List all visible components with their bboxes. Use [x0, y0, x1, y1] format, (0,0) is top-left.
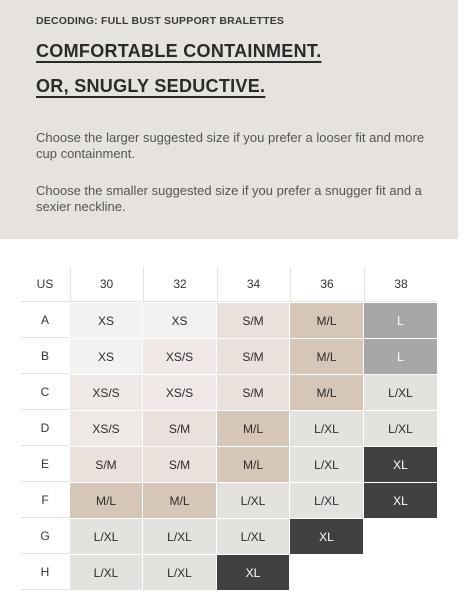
size-cell-g-30: L/XL	[70, 519, 142, 554]
size-cell-e-38: XL	[364, 447, 437, 482]
size-cell-e-36: L/XL	[290, 447, 363, 482]
band-header-30: 30	[70, 267, 142, 302]
header-panel	[0, 0, 458, 239]
size-cell-c-36: M/L	[290, 375, 363, 410]
size-cell-a-38: L	[364, 303, 437, 338]
size-cell-c-34: S/M	[217, 375, 289, 410]
size-cell-b-30: XS	[70, 339, 142, 374]
size-cell-a-36: M/L	[290, 303, 363, 338]
band-header-36: 36	[290, 267, 363, 302]
size-chart	[21, 267, 437, 590]
size-cell-e-32: S/M	[143, 447, 216, 482]
headline-comfortable: COMFORTABLE CONTAINMENT.	[36, 41, 322, 61]
size-cell-f-36: L/XL	[290, 483, 363, 518]
size-cell-h-32: L/XL	[143, 555, 216, 590]
size-cell-g-38	[364, 519, 437, 554]
size-cell-g-32: L/XL	[143, 519, 216, 554]
size-cell-d-38: L/XL	[364, 411, 437, 446]
size-cell-d-34: M/L	[217, 411, 289, 446]
band-header-32: 32	[143, 267, 216, 302]
size-cell-a-34: S/M	[217, 303, 289, 338]
cup-label-c: C	[21, 375, 69, 410]
size-cell-f-38: XL	[364, 483, 437, 518]
size-cell-h-38	[364, 555, 437, 590]
size-cell-d-30: XS/S	[70, 411, 142, 446]
cup-label-h: H	[21, 555, 69, 590]
cup-label-d: D	[21, 411, 69, 446]
size-cell-h-36	[290, 555, 363, 590]
cup-label-a: A	[21, 303, 69, 338]
size-cell-b-38: L	[364, 339, 437, 374]
size-cell-c-32: XS/S	[143, 375, 216, 410]
size-cell-c-30: XS/S	[70, 375, 142, 410]
tip-smaller-size: Choose the smaller suggested size if you prefer a snugger fit and a sexier neckline.	[36, 183, 422, 214]
size-cell-h-34: XL	[217, 555, 289, 590]
size-cell-e-30: S/M	[70, 447, 142, 482]
size-cell-f-30: M/L	[70, 483, 142, 518]
cup-label-b: B	[21, 339, 69, 374]
size-cell-d-32: S/M	[143, 411, 216, 446]
headline-snugly: OR, SNUGLY SEDUCTIVE.	[36, 76, 266, 96]
size-cell-b-32: XS/S	[143, 339, 216, 374]
size-cell-c-38: L/XL	[364, 375, 437, 410]
eyebrow-title: DECODING: FULL BUST SUPPORT BRALETTES	[36, 15, 285, 27]
size-cell-f-32: M/L	[143, 483, 216, 518]
size-cell-b-36: M/L	[290, 339, 363, 374]
size-cell-h-30: L/XL	[70, 555, 142, 590]
size-cell-a-32: XS	[143, 303, 216, 338]
size-cell-b-34: S/M	[217, 339, 289, 374]
tip-larger-size: Choose the larger suggested size if you prefer a looser fit and more cup containment.	[36, 130, 425, 161]
size-cell-e-34: M/L	[217, 447, 289, 482]
cup-label-f: F	[21, 483, 69, 518]
corner-label-us: US	[21, 267, 69, 302]
size-cell-d-36: L/XL	[290, 411, 363, 446]
cup-label-g: G	[21, 519, 69, 554]
size-cell-g-34: L/XL	[217, 519, 289, 554]
size-cell-f-34: L/XL	[217, 483, 289, 518]
cup-label-e: E	[21, 447, 69, 482]
band-header-34: 34	[217, 267, 289, 302]
size-cell-g-36: XL	[290, 519, 363, 554]
size-cell-a-30: XS	[70, 303, 142, 338]
band-header-38: 38	[364, 267, 437, 302]
